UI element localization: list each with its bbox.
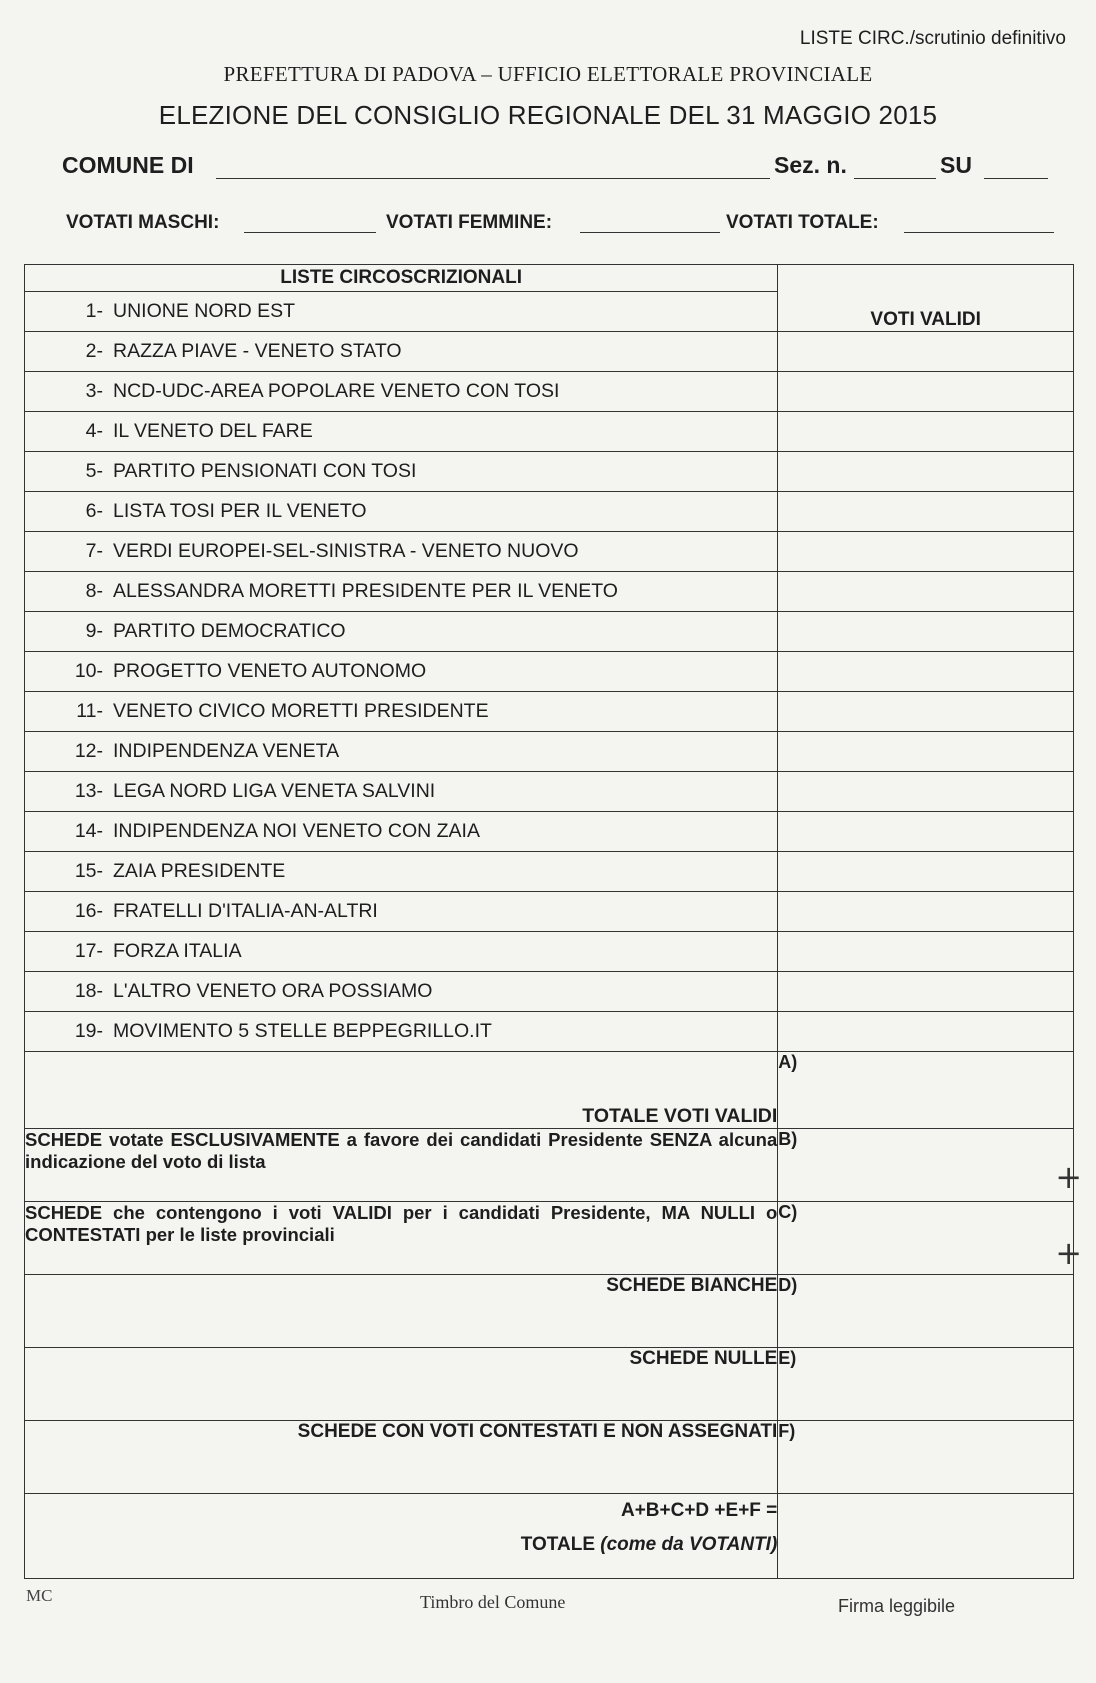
table-header-row	[25, 265, 1074, 292]
comune-field[interactable]	[216, 178, 770, 179]
voti-validi-cell[interactable]	[778, 772, 1074, 812]
list-name-cell	[25, 292, 778, 332]
list-name: INDIPENDENZA NOI VENETO CON ZAIA	[113, 820, 480, 842]
votati-femmine-label: VOTATI FEMMINE:	[386, 212, 553, 233]
list-name-cell	[25, 932, 778, 972]
table-row	[25, 452, 1074, 492]
list-name-cell	[25, 572, 778, 612]
list-name-cell	[25, 812, 778, 852]
table-row	[25, 932, 1074, 972]
votati-maschi-label: VOTATI MASCHI:	[66, 212, 220, 233]
schede-c-label: SCHEDE che contengono i voti VALIDI per i candidati Presidente, MA NULLI o CONTESTATI per le liste provinciali	[25, 1202, 778, 1275]
list-name: ZAIA PRESIDENTE	[113, 860, 286, 882]
list-name: VERDI EUROPEI-SEL-SINISTRA - VENETO NUOVO	[113, 540, 579, 562]
voti-validi-cell[interactable]	[778, 652, 1074, 692]
voti-validi-cell[interactable]	[778, 812, 1074, 852]
table-row	[25, 492, 1074, 532]
final-total-label	[25, 1494, 778, 1579]
votati-maschi-field[interactable]	[244, 232, 376, 233]
summary-row	[25, 1202, 1074, 1275]
code-c-cell[interactable]: C)	[778, 1202, 1074, 1275]
table-row	[25, 1012, 1074, 1052]
su-field[interactable]	[984, 178, 1048, 179]
code-d-cell[interactable]: D)	[778, 1275, 1074, 1348]
list-number: 1-	[85, 300, 103, 322]
list-name-cell	[25, 652, 778, 692]
list-name: LEGA NORD LIGA VENETA SALVINI	[113, 780, 436, 802]
list-name-cell	[25, 452, 778, 492]
list-number: 16-	[74, 900, 103, 922]
list-number: 13-	[74, 780, 103, 802]
list-name: UNIONE NORD EST	[113, 300, 296, 322]
list-number: 6-	[85, 500, 103, 522]
voti-validi-cell[interactable]	[778, 532, 1074, 572]
code-a-cell[interactable]: A)	[778, 1052, 1074, 1129]
table-row	[25, 852, 1074, 892]
table-row	[25, 572, 1074, 612]
list-name: RAZZA PIAVE - VENETO STATO	[113, 340, 402, 362]
list-name: LISTA TOSI PER IL VENETO	[113, 500, 367, 522]
schede-contestati-label: SCHEDE CON VOTI CONTESTATI E NON ASSEGNATI	[25, 1421, 778, 1494]
list-name-cell	[25, 852, 778, 892]
voti-validi-cell[interactable]	[778, 932, 1074, 972]
list-name: MOVIMENTO 5 STELLE BEPPEGRILLO.IT	[113, 1020, 492, 1042]
schede-nulle-label: SCHEDE NULLE	[25, 1348, 778, 1421]
table-row	[25, 412, 1074, 452]
votati-totale-label: VOTATI TOTALE:	[726, 212, 879, 233]
col-voti-header: VOTI VALIDI	[778, 265, 1074, 332]
votes-table	[24, 264, 1074, 1579]
mc-initials: MC	[26, 1586, 53, 1605]
summary-row	[25, 1052, 1074, 1129]
table-row	[25, 732, 1074, 772]
list-name: PROGETTO VENETO AUTONOMO	[113, 660, 427, 682]
document-tag: LISTE CIRC./scrutinio definitivo	[799, 28, 1066, 49]
table-row	[25, 532, 1074, 572]
table-row	[25, 892, 1074, 932]
list-number: 9-	[85, 620, 103, 642]
list-name: NCD-UDC-AREA POPOLARE VENETO CON TOSI	[113, 380, 560, 402]
table-row	[25, 772, 1074, 812]
list-number: 5-	[85, 460, 103, 482]
list-name: INDIPENDENZA VENETA	[113, 740, 340, 762]
voti-validi-cell[interactable]	[778, 892, 1074, 932]
table-row	[25, 612, 1074, 652]
table-row	[25, 652, 1074, 692]
prefettura-heading: PREFETTURA DI PADOVA – UFFICIO ELETTORALE PROVINCIALE	[223, 62, 873, 86]
voti-validi-cell[interactable]	[778, 372, 1074, 412]
list-number: 14-	[74, 820, 103, 842]
list-number: 11-	[76, 700, 103, 722]
voti-validi-cell[interactable]	[778, 692, 1074, 732]
list-name-cell	[25, 332, 778, 372]
table-row	[25, 692, 1074, 732]
voti-validi-cell[interactable]	[778, 612, 1074, 652]
votati-totale-field[interactable]	[904, 232, 1054, 233]
list-number: 15-	[74, 860, 103, 882]
list-name: PARTITO DEMOCRATICO	[113, 620, 346, 642]
list-number: 12-	[74, 740, 103, 762]
list-name-cell	[25, 412, 778, 452]
list-number: 2-	[85, 340, 103, 362]
voti-validi-cell[interactable]	[778, 332, 1074, 372]
voti-validi-cell[interactable]	[778, 732, 1074, 772]
list-name-cell	[25, 532, 778, 572]
list-name: FRATELLI D'ITALIA-AN-ALTRI	[113, 900, 378, 922]
list-name: L'ALTRO VENETO ORA POSSIAMO	[113, 980, 433, 1002]
voti-validi-cell[interactable]	[778, 972, 1074, 1012]
comune-row	[62, 150, 1052, 186]
comune-label: COMUNE DI	[62, 152, 194, 178]
code-b-cell[interactable]: B)	[778, 1129, 1074, 1202]
table-row	[25, 332, 1074, 372]
list-name-cell	[25, 772, 778, 812]
schede-bianche-label: SCHEDE BIANCHE	[25, 1275, 778, 1348]
list-name: PARTITO PENSIONATI CON TOSI	[113, 460, 417, 482]
list-number: 4-	[85, 420, 103, 442]
table-row	[25, 372, 1074, 412]
list-name-cell	[25, 492, 778, 532]
votati-row	[66, 210, 1056, 240]
timbro-label: Timbro del Comune	[420, 1592, 566, 1612]
su-label: SU	[940, 152, 972, 178]
col-liste-header: LISTE CIRCOSCRIZIONALI	[25, 265, 778, 292]
list-name: VENETO CIVICO MORETTI PRESIDENTE	[113, 700, 489, 722]
list-number: 8-	[85, 580, 103, 602]
list-number: 19-	[74, 1020, 103, 1042]
totale-prefix: TOTALE	[520, 1534, 601, 1555]
list-name-cell	[25, 692, 778, 732]
handwritten-cross-mark: +	[1055, 1158, 1082, 1196]
code-e-cell[interactable]: E)	[778, 1348, 1074, 1421]
list-name-cell	[25, 1012, 778, 1052]
table-row	[25, 972, 1074, 1012]
summary-row	[25, 1348, 1074, 1421]
voti-validi-cell[interactable]	[778, 492, 1074, 532]
summary-row	[25, 1129, 1074, 1202]
list-number: 3-	[85, 380, 103, 402]
voti-validi-cell[interactable]	[778, 412, 1074, 452]
list-name-cell	[25, 892, 778, 932]
sez-field[interactable]	[854, 178, 936, 179]
election-title: ELEZIONE DEL CONSIGLIO REGIONALE DEL 31 MAGGIO 2015	[158, 100, 938, 130]
final-total-row	[25, 1494, 1074, 1579]
list-number: 10-	[74, 660, 103, 682]
list-number: 17-	[74, 940, 103, 962]
voti-validi-cell[interactable]	[778, 452, 1074, 492]
table-row	[25, 812, 1074, 852]
voti-validi-cell[interactable]	[778, 1012, 1074, 1052]
list-name: ALESSANDRA MORETTI PRESIDENTE PER IL VENETO	[113, 580, 618, 602]
list-name: IL VENETO DEL FARE	[113, 420, 313, 442]
list-number: 18-	[74, 980, 103, 1002]
code-f-cell[interactable]: F)	[778, 1421, 1074, 1494]
schede-b-label: SCHEDE votate ESCLUSIVAMENTE a favore dei candidati Presidente SENZA alcuna indicazione del voto di lista	[25, 1129, 778, 1202]
list-name-cell	[25, 972, 778, 1012]
list-number: 7-	[85, 540, 103, 562]
summary-row	[25, 1275, 1074, 1348]
voti-validi-cell[interactable]	[778, 572, 1074, 612]
votati-femmine-field[interactable]	[580, 232, 720, 233]
list-name: FORZA ITALIA	[113, 940, 242, 962]
list-name-cell	[25, 372, 778, 412]
sez-label: Sez. n.	[774, 152, 847, 178]
list-name-cell	[25, 732, 778, 772]
formula-label: A+B+C+D +E+F =	[620, 1500, 778, 1521]
handwritten-cross-mark: +	[1055, 1234, 1082, 1272]
firma-label: Firma leggibile	[838, 1596, 956, 1616]
final-total-cell[interactable]	[778, 1494, 1074, 1579]
totale-voti-validi-label: TOTALE VOTI VALIDI	[25, 1052, 778, 1129]
list-name-cell	[25, 612, 778, 652]
totale-italic: (come da VOTANTI)	[600, 1534, 778, 1555]
summary-row	[25, 1421, 1074, 1494]
voti-validi-cell[interactable]	[778, 852, 1074, 892]
